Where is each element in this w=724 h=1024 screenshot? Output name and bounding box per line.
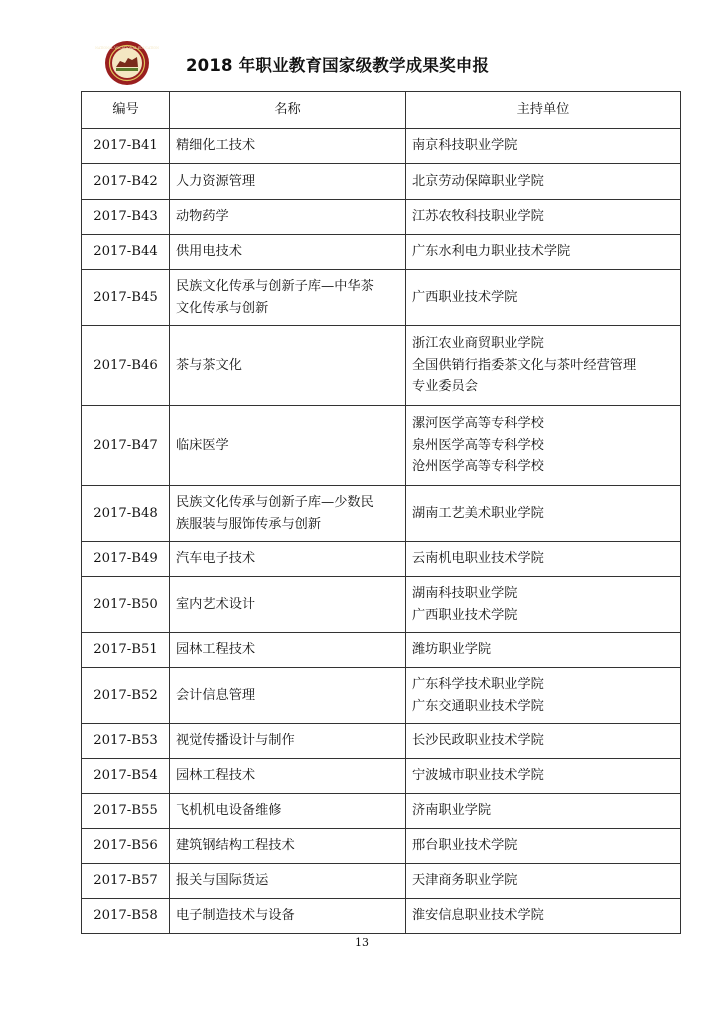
table-header-row — [82, 92, 681, 129]
cell-code: 2017-B49 — [82, 542, 170, 577]
table-row — [82, 542, 681, 577]
cell-name-line: 视觉传播设计与制作 — [176, 733, 295, 749]
cell-name-line: 园林工程技术 — [176, 642, 256, 658]
cell-name-line: 临床医学 — [176, 437, 229, 453]
cell-name — [170, 270, 406, 326]
cell-unit-line: 宁波城市职业技术学院 — [412, 768, 544, 784]
table-row — [82, 829, 681, 864]
cell-unit-line: 淮安信息职业技术学院 — [412, 908, 544, 924]
cell-name-line: 园林工程技术 — [176, 768, 256, 784]
table-row — [82, 270, 681, 326]
cell-unit — [406, 794, 681, 829]
cell-unit — [406, 164, 681, 200]
cell-unit-line: 广西职业技术学院 — [412, 607, 518, 623]
cell-code: 2017-B43 — [82, 200, 170, 235]
cell-unit-line: 广东科学技术职业学院 — [412, 677, 544, 692]
cell-code: 2017-B50 — [82, 577, 170, 633]
cell-unit — [406, 633, 681, 668]
cell-name — [170, 724, 406, 759]
table-row — [82, 724, 681, 759]
cell-code: 2017-B54 — [82, 759, 170, 794]
cell-code: 2017-B45 — [82, 270, 170, 326]
cell-unit-line: 长沙民政职业技术学院 — [412, 733, 544, 749]
cell-unit-line: 专业委员会 — [412, 379, 478, 395]
cell-code: 2017-B52 — [82, 668, 170, 724]
cell-name-line: 文化传承与创新 — [176, 300, 269, 316]
cell-name-line: 民族文化传承与创新子库—中华茶 — [176, 279, 374, 294]
table-row — [82, 200, 681, 235]
cell-name-line: 茶与茶文化 — [176, 357, 242, 373]
cell-name — [170, 164, 406, 200]
cell-name-line: 人力资源管理 — [176, 173, 256, 189]
cell-code: 2017-B47 — [82, 406, 170, 486]
table-row — [82, 129, 681, 164]
cell-name — [170, 129, 406, 164]
cell-name — [170, 899, 406, 934]
cell-name — [170, 235, 406, 270]
page-title: 2018 年职业教育国家级教学成果奖申报 — [186, 56, 490, 75]
cell-name-line: 飞机机电设备维修 — [176, 803, 282, 819]
cell-unit — [406, 200, 681, 235]
cell-unit-line: 湖南科技职业学院 — [412, 586, 518, 601]
cell-code: 2017-B57 — [82, 864, 170, 899]
cell-name-line: 建筑钢结构工程技术 — [176, 838, 295, 854]
table-row — [82, 486, 681, 542]
cell-name-line: 会计信息管理 — [176, 687, 256, 703]
cell-code: 2017-B58 — [82, 899, 170, 934]
table-body — [82, 129, 681, 934]
cell-unit-line: 广东水利电力职业技术学院 — [412, 244, 571, 260]
awards-table — [81, 91, 681, 934]
cell-unit — [406, 235, 681, 270]
cell-name-line: 民族文化传承与创新子库—少数民 — [176, 495, 374, 510]
cell-name-line: 精细化工技术 — [176, 138, 256, 154]
cell-code: 2017-B41 — [82, 129, 170, 164]
cell-unit — [406, 899, 681, 934]
cell-unit-line: 湖南工艺美术职业学院 — [412, 505, 544, 521]
table-row — [82, 235, 681, 270]
cell-name — [170, 829, 406, 864]
cell-name — [170, 864, 406, 899]
cell-unit-line: 全国供销行指委茶文化与茶叶经营管理 — [412, 357, 637, 373]
cell-unit-line: 浙江农业商贸职业学院 — [412, 336, 544, 352]
logo-ring-text: NATIONAL VOCATIONAL EDUCATION — [95, 46, 159, 50]
cell-unit-line: 北京劳动保障职业学院 — [412, 173, 544, 189]
cell-code: 2017-B42 — [82, 164, 170, 200]
cell-unit — [406, 577, 681, 633]
cell-name — [170, 542, 406, 577]
cell-code: 2017-B48 — [82, 486, 170, 542]
cell-unit — [406, 326, 681, 406]
cell-unit — [406, 129, 681, 164]
table-row — [82, 326, 681, 406]
cell-name-line: 室内艺术设计 — [176, 596, 256, 612]
page-header — [95, 40, 664, 90]
column-header-name: 名称 — [170, 92, 406, 129]
cell-name — [170, 759, 406, 794]
cell-unit-line: 泉州医学高等专科学校 — [412, 437, 544, 453]
cell-unit-line: 沧州医学高等专科学校 — [412, 459, 544, 475]
cell-unit — [406, 542, 681, 577]
cell-code: 2017-B55 — [82, 794, 170, 829]
cell-unit — [406, 486, 681, 542]
cell-unit-line: 广西职业技术学院 — [412, 289, 518, 305]
table-row — [82, 899, 681, 934]
cell-unit-line: 云南机电职业技术学院 — [412, 551, 544, 567]
cell-name-line: 汽车电子技术 — [176, 551, 256, 567]
table-row — [82, 633, 681, 668]
table-row — [82, 164, 681, 200]
cell-name-line: 供用电技术 — [176, 244, 242, 260]
cell-name-line: 动物药学 — [176, 209, 229, 225]
column-header-code: 编号 — [82, 92, 170, 129]
cell-unit-line: 漯河医学高等专科学校 — [412, 416, 544, 432]
cell-unit-line: 江苏农牧科技职业学院 — [412, 209, 544, 225]
cell-unit — [406, 829, 681, 864]
cell-unit-line: 广东交通职业技术学院 — [412, 698, 544, 714]
cell-unit-line: 潍坊职业学院 — [412, 642, 492, 658]
page-number: 13 — [355, 936, 369, 949]
cell-unit — [406, 406, 681, 486]
cell-code: 2017-B56 — [82, 829, 170, 864]
school-emblem-icon — [95, 40, 159, 86]
cell-unit — [406, 270, 681, 326]
table-row — [82, 864, 681, 899]
cell-name — [170, 577, 406, 633]
cell-name-line: 电子制造技术与设备 — [176, 908, 295, 924]
cell-name — [170, 200, 406, 235]
cell-name-line: 族服装与服饰传承与创新 — [176, 516, 322, 532]
cell-code: 2017-B51 — [82, 633, 170, 668]
cell-code: 2017-B53 — [82, 724, 170, 759]
table-row — [82, 759, 681, 794]
cell-unit — [406, 724, 681, 759]
table-row — [82, 668, 681, 724]
cell-unit-line: 南京科技职业学院 — [412, 138, 518, 154]
cell-code: 2017-B46 — [82, 326, 170, 406]
cell-unit-line: 济南职业学院 — [412, 803, 492, 819]
cell-name — [170, 668, 406, 724]
cell-name-line: 报关与国际货运 — [176, 873, 269, 889]
cell-name — [170, 326, 406, 406]
cell-name — [170, 486, 406, 542]
table-row — [82, 577, 681, 633]
column-header-unit: 主持单位 — [406, 92, 681, 129]
cell-unit-line: 天津商务职业学院 — [412, 873, 518, 889]
cell-name — [170, 406, 406, 486]
cell-unit — [406, 668, 681, 724]
table-row — [82, 406, 681, 486]
cell-unit — [406, 759, 681, 794]
cell-code: 2017-B44 — [82, 235, 170, 270]
cell-name — [170, 794, 406, 829]
cell-name — [170, 633, 406, 668]
table-row — [82, 794, 681, 829]
cell-unit-line: 邢台职业技术学院 — [412, 838, 518, 854]
cell-unit — [406, 864, 681, 899]
